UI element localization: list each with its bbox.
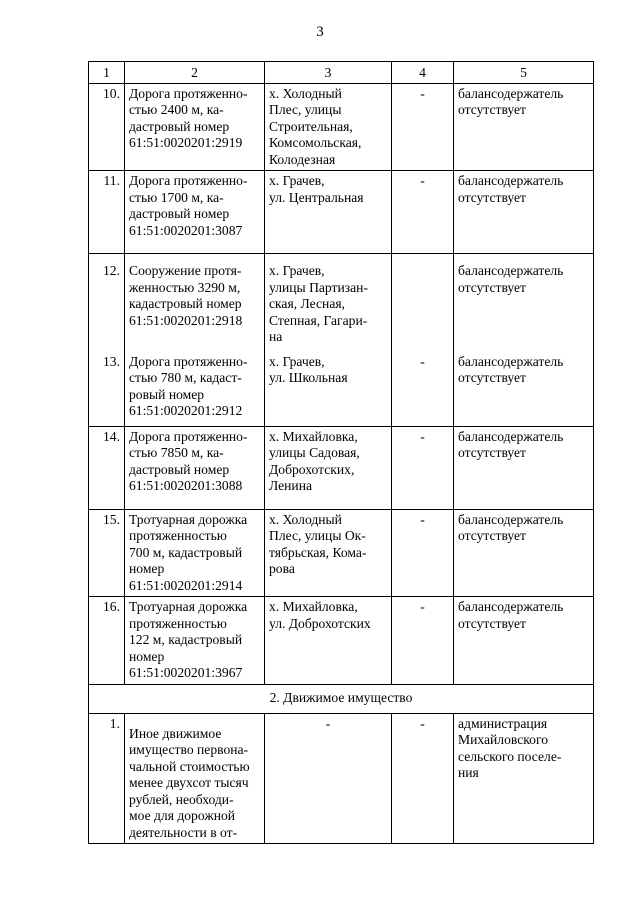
row-number: 12. [89,254,125,348]
balance-holder: балансодержатель отсутствует [454,509,594,597]
balance-holder: балансодержатель отсутствует [454,597,594,685]
row-number: 16. [89,597,125,685]
section-title: 2. Движимое имущество [89,684,594,713]
table-row [89,713,594,844]
header-cell-3: 3 [265,62,392,84]
object-address: х. Грачев, ул. Школьная [265,348,392,427]
object-address: х. Михайловка, улицы Садовая, Доброхотских, Ленина [265,426,392,509]
header-row [89,62,594,84]
column-4-value: - [392,509,454,597]
property-register-table [88,61,594,844]
table-row [89,254,594,348]
object-address: х. Холодный Плес, улицы Ок- тябрьская, Кома- рова [265,509,392,597]
row-number: 1. [89,713,125,844]
column-4-value: - [392,713,454,844]
balance-holder: балансодержатель отсутствует [454,83,594,171]
header-cell-4: 4 [392,62,454,84]
column-4-value: - [392,597,454,685]
row-number: 15. [89,509,125,597]
section-header-row [89,684,594,713]
balance-holder: администрация Михайловского сельского поселе- ния [454,713,594,844]
balance-holder: балансодержатель отсутствует [454,171,594,254]
row-number: 14. [89,426,125,509]
object-name: Иное движимое имущество первона- чальной стоимостью менее двухсот тысяч рублей, необходи- мое для дорожной деятельности в от- [125,713,265,844]
header-cell-5: 5 [454,62,594,84]
object-address: - [265,713,392,844]
object-name: Дорога протяженно- стью 780 м, кадаст- ровый номер 61:51:0020201:2912 [125,348,265,427]
table-row [89,348,594,427]
row-number: 10. [89,83,125,171]
table-row [89,171,594,254]
object-name: Дорога протяженно- стью 2400 м, ка- дастровый номер 61:51:0020201:2919 [125,83,265,171]
table-row [89,597,594,685]
object-address: х. Михайловка, ул. Доброхотских [265,597,392,685]
table-row [89,426,594,509]
column-4-value: - [392,348,454,427]
column-4-value: - [392,426,454,509]
table-row [89,509,594,597]
balance-holder: балансодержатель отсутствует [454,426,594,509]
header-cell-2: 2 [125,62,265,84]
object-address: х. Грачев, ул. Центральная [265,171,392,254]
column-4-value: - [392,83,454,171]
balance-holder: балансодержатель отсутствует [454,254,594,348]
header-cell-1: 1 [89,62,125,84]
balance-holder: балансодержатель отсутствует [454,348,594,427]
page-number: 3 [316,24,324,40]
row-number: 13. [89,348,125,427]
object-address: х. Грачев, улицы Партизан- ская, Лесная, Степная, Гагари- на [265,254,392,348]
row-number: 11. [89,171,125,254]
object-name: Тротуарная дорожка протяженностью 122 м, кадастровый номер 61:51:0020201:3967 [125,597,265,685]
column-4-value: - [392,171,454,254]
object-name: Дорога протяженно- стью 1700 м, ка- дастровый номер 61:51:0020201:3087 [125,171,265,254]
object-name: Тротуарная дорожка протяженностью 700 м, кадастровый номер 61:51:0020201:2914 [125,509,265,597]
table-row [89,83,594,171]
object-name: Сооружение протя- женностью 3290 м, кадастровый номер 61:51:0020201:2918 [125,254,265,348]
column-4-value [392,254,454,348]
object-address: х. Холодный Плес, улицы Строительная, Комсомольская, Колодезная [265,83,392,171]
object-name: Дорога протяженно- стью 7850 м, ка- дастровый номер 61:51:0020201:3088 [125,426,265,509]
